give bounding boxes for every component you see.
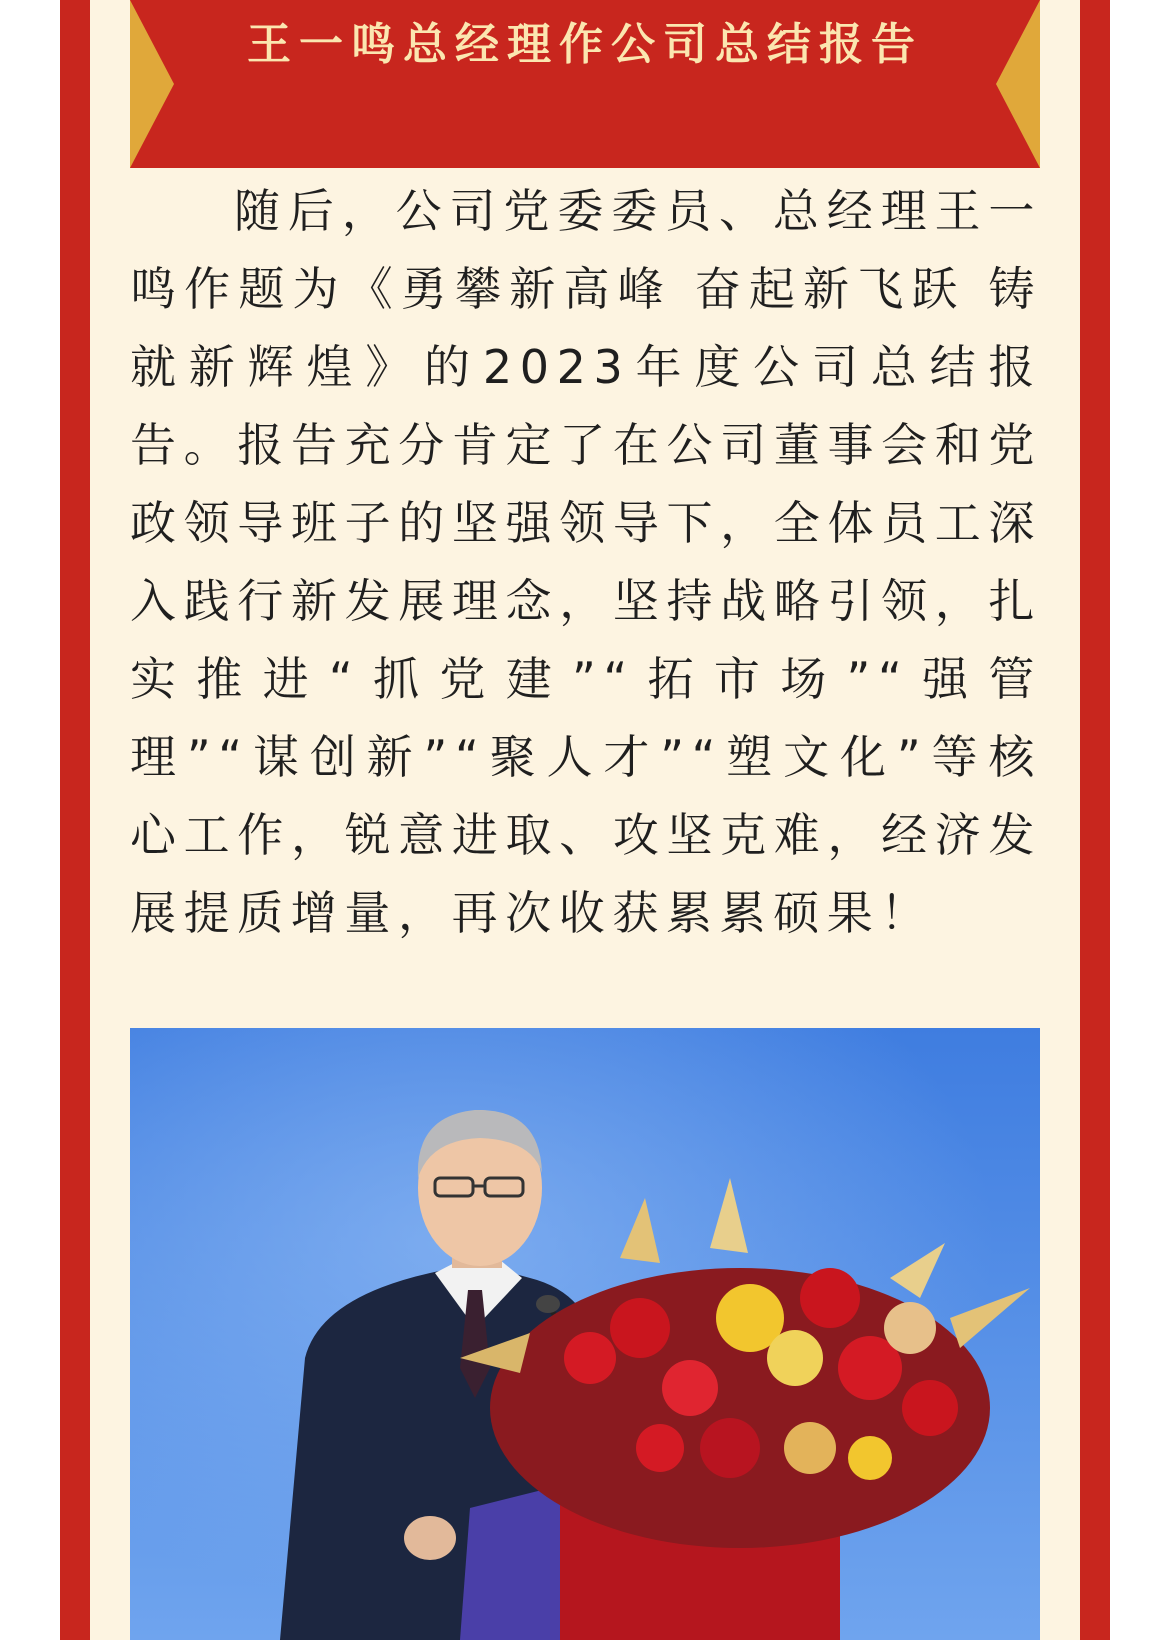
- section-title-banner: [130, 0, 1040, 168]
- speaker-at-podium-image: [130, 1028, 1040, 1640]
- article-paragraph: 随后，公司党委委员、总经理王一鸣作题为《勇攀新高峰 奋起新飞跃 铸就新辉煌》的2023年度公司总结报告。报告充分肯定了在公司董事会和党政领导班子的坚强领导下，全体员工深入践行新发展理念，坚持战略引领，扎实推进“抓党建”“拓市场”“强管理”“谋创新”“聚人才”“塑文化”等核心工作，锐意进取、攻坚克难，经济发展提质增量，再次收获累累硕果！: [130, 184, 1042, 940]
- right-red-border: [1080, 0, 1110, 1640]
- left-red-border: [60, 0, 90, 1640]
- speaker-photo: [130, 1028, 1040, 1640]
- section-title: 王一鸣总经理作公司总结报告: [247, 19, 923, 70]
